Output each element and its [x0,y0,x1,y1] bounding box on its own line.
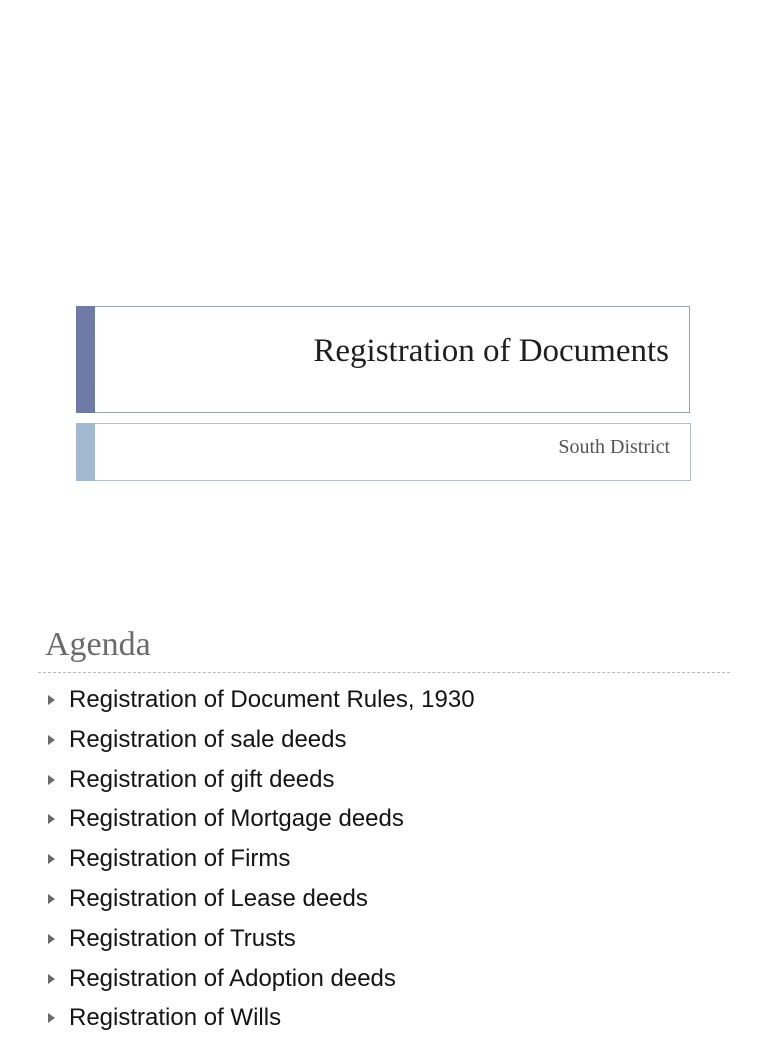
subtitle-box [76,423,691,481]
agenda-item [0,879,768,919]
slide-subtitle: South District [558,436,670,458]
title-accent-bar [76,306,95,413]
agenda-item-label: Registration of sale deeds [69,725,347,753]
triangle-right-icon [48,894,55,904]
agenda-item-label: Registration of Document Rules, 1930 [69,686,475,713]
agenda-divider [38,672,730,673]
agenda-item-label: Registration of Firms [69,845,291,873]
agenda-item-label: Registration of gift deeds [69,765,335,793]
title-box [76,306,690,413]
agenda-item [0,919,768,959]
triangle-right-icon [48,695,55,705]
agenda-item-label: Registration of Mortgage deeds [69,805,404,833]
triangle-right-icon [48,1013,55,1023]
agenda-item [0,720,768,760]
agenda-item-label: Registration of Adoption deeds [69,964,396,992]
agenda-item [0,959,768,999]
agenda-item [0,998,768,1038]
agenda-item [0,799,768,839]
triangle-right-icon [48,934,55,944]
slide-title: Registration of Documents [313,333,669,369]
triangle-right-icon [48,974,55,984]
agenda-item-label: Registration of Lease deeds [69,884,368,912]
triangle-right-icon [48,854,55,864]
triangle-right-icon [48,775,55,785]
agenda-item [0,680,768,720]
agenda-item [0,839,768,879]
agenda-heading: Agenda [45,626,151,663]
triangle-right-icon [48,735,55,745]
agenda-list [0,680,768,1038]
subtitle-accent-bar [76,423,95,481]
agenda-item-label: Registration of Wills [69,1004,282,1032]
triangle-right-icon [48,814,55,824]
agenda-item [0,760,768,800]
agenda-item-label: Registration of Trusts [69,924,296,952]
